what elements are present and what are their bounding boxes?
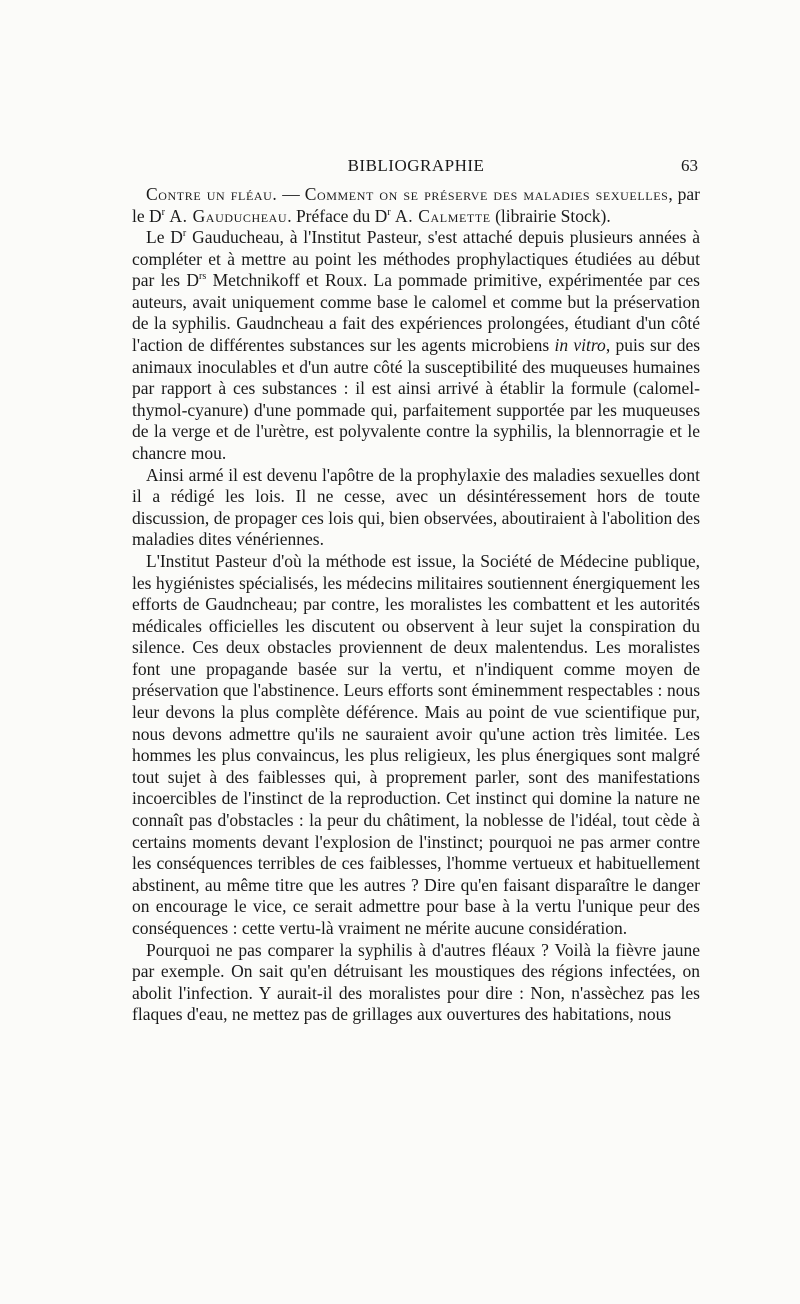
- paragraph-2: Ainsi armé il est devenu l'apôtre de la prophylaxie des maladies sexuelles dont il a rédigé les lois. Il ne cesse, avec un désintéressement hors de toute discussion, de propager ces lois qui, bien observées, aboutiraient à l'abolition des maladies dites vénériennes.: [132, 464, 700, 550]
- running-title: BIBLIOGRAPHIE: [347, 156, 485, 175]
- book-page: [132, 150, 700, 1026]
- doctor-superscript-2: r: [387, 206, 391, 218]
- by-text: , par le D: [132, 184, 701, 226]
- paragraph-4: Pourquoi ne pas comparer la syphilis à d'autres fléaux ? Voilà la fièvre jaune par exemple. On sait qu'en détruisant les moustiques des régions infectées, on abolit l'infection. Y aurait-il des moralistes pour dire : Non, n'assèchez pas les flaques d'eau, ne mettez pas de grillages aux ouvertures des habitations, nous: [132, 939, 700, 1025]
- review-body: [132, 227, 700, 1026]
- book-title-part-2: Comment on se préserve des maladies sexuelles: [304, 184, 669, 204]
- title-separator: —: [277, 184, 305, 204]
- running-head: [132, 150, 700, 184]
- paragraph-1-text-d: , puis sur des animaux inoculables et d'un autre côté la susceptibilité des muqueuses humaines par rapport à ces substances : il est ainsi arrivé à établir la formule (calomel-thymol-cyanure) d'une pommade qui, parfaitement supportée par les muqueuses de la verge et de l'urètre, est polyvalente contre la syphilis, la blennorragie et le chancre mou.: [132, 334, 701, 463]
- italic-phrase: in vitro: [554, 334, 606, 355]
- publisher-text: (librairie Stock).: [490, 205, 611, 226]
- paragraph-1-text-c: Metchnikoff et Roux. La pommade primitive, expérimentée par ces auteurs, avait uniquement comme base le calomel et comme but la préservation de la syphilis. Gaudncheau a fait des expériences prolongées, étudiant d'un côté l'action de différentes substances sur les agents microbiens: [132, 270, 700, 355]
- preface-author-name: A. Calmette: [395, 205, 491, 226]
- book-title-part-1: Contre un fléau.: [146, 184, 278, 204]
- paragraph-1-text-b: Gauducheau, à l'Institut Pasteur, s'est attaché depuis plusieurs années à compléter et à mettre au point les méthodes prophylactiques étudiées au début par les D: [132, 227, 700, 291]
- superscript: r: [182, 228, 187, 240]
- paragraph-1: [132, 227, 700, 465]
- preface-text: . Préface du D: [287, 205, 388, 226]
- author-name: A. Gauducheau: [169, 205, 288, 226]
- paragraph-1-text-a: Le D: [146, 227, 183, 247]
- doctor-superscript: r: [161, 206, 165, 218]
- page-number: 63: [681, 156, 698, 175]
- paragraph-3: L'Institut Pasteur d'où la méthode est issue, la Société de Médecine publique, les hygiénistes spécialisés, les médecins militaires soutiennent énergiquement les efforts de Gaudncheau; par contre, les moralistes les combattent et les autorités médicales officielles les discutent ou observent à leur sujet la conspiration du silence. Ces deux obstacles proviennent de deux malentendus. Les moralistes font une propagande basée sur la vertu, et n'indiquent comme moyen de préservation que l'abstinence. Leurs efforts sont éminemment respectables : nous leur devons la plus complète déférence. Mais au point de vue scientifique pur, nous devons admettre qu'ils ne sauraient avoir qu'une action très limitée. Les hommes les plus convaincus, les plus religieux, les plus énergiques sont malgré tout sujet à des faiblesses qui, à proprement parler, sont des manifestations incoercibles de l'instinct de la reproduction. Cet instinct qui domine la nature ne connaît pas d'obstacles : la peur du châtiment, la noblesse de l'idéal, tout cède à certains moments devant l'explosion de l'instinct; pourquoi ne pas armer contre les conséquences terribles de ces faiblesses, l'homme vertueux et habituellement abstinent, au même titre que les autres ? Dire qu'en faisant disparaître le danger on encourage le vice, ce serait admettre pour base à la vertu l'unique peur des conséquences : cette vertu-là vraiment ne mérite aucune considération.: [132, 550, 700, 938]
- superscript: rs: [199, 271, 207, 283]
- bibliography-entry-heading: [132, 184, 700, 227]
